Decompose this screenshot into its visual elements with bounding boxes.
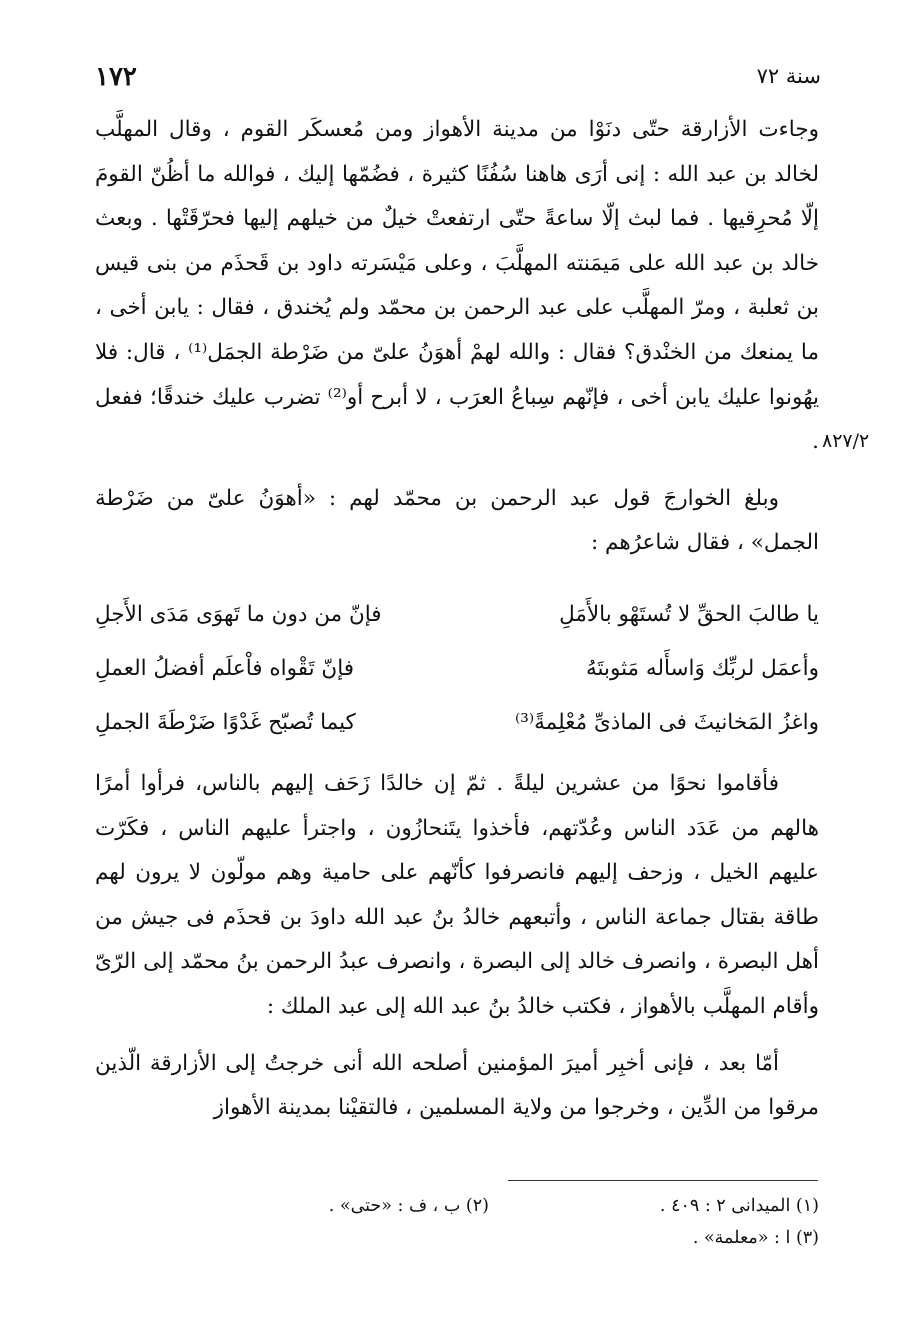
poem-second-hemistich: فإنّ من دون ما تَهوَى مَدَى الأَجلِ [95, 602, 382, 627]
paragraph-2: وبلغ الخوارجَ قول عبد الرحمن بن محمّد لهم : «أهوَنُ علىّ من ضَرْطة الجمل» ، فقال شاعرُهم : [95, 485, 819, 556]
footnote-row [95, 1190, 819, 1222]
poem-verse [95, 602, 819, 656]
poem-second-hemistich: فإنّ تَقْواه فاْعلَم أفضلُ العملِ [95, 656, 355, 681]
poem [95, 602, 819, 764]
poem-verse [95, 710, 819, 764]
poem-first-hemistich: يا طالبَ الحقِّ لا تُستَهْو بالأَمَلِ [559, 602, 819, 627]
footnote-2: (٢) ب ، ف : «حتى» . [328, 1196, 489, 1216]
footnotes [95, 1190, 819, 1254]
footnote-divider [508, 1180, 818, 1181]
page-number: ١٧٢ [95, 62, 137, 92]
poem-first-hemistich: واغزُ المَخانيثَ فى الماذىِّ مُعْلِمةً⁽³⁾ [514, 710, 819, 735]
footnote-row [95, 1222, 819, 1254]
poem-first-hemistich: وأعمَل لربِّك وَاسأَله مَثوبتَهُ [585, 656, 819, 681]
paragraph-4: أمّا بعد ، فإنى أخبِر أميرَ المؤمنين أصلحه الله أنى خرجتُ إلى الأزارقة الّذين مرقوا من الدِّين ، وخرجوا من ولاية المسلمين ، فالتقيْنا بمدينة الأهواز [95, 1050, 819, 1121]
paragraph-1: وجاءت الأزارقة حتّى دنَوْا من مدينة الأهواز ومن مُعسكَر القوم ، وقال المهلَّب لخالد بن عبد الله : إنى أرَى هاهنا سُفُنًا كثيرة ، فضُمّها إليك ، فوالله ما أظُنّ القومَ إلّا مُحرِقيها . فما لبث إلّا ساعةً حتّى ارتفعتْ خيلٌ من خيلهم إليها فحرّقَتْها . وبعث خالد بن عبد الله على مَيمَنته المهلَّبَ ، وعلى مَيْسَرته داود بن قَحذَم من بنى قيس بن ثعلبة ، ومرّ المهلَّب على عبد الرحمن بن محمّد ولم يُخندق ، فقال : يابن أخى ، ما يمنعك من الخنْدق؟ فقال : والله لهمْ أهوَنُ علىّ من ضَرْطة الجمَل⁽¹⁾ ، قال: فلا يهُونوا عليك يابن أخى ، فإنّهم سِباعُ العرَب ، لا أبرح أو⁽²⁾ تضرب عليك خندقًا؛ ففعل . [95, 117, 819, 455]
footnote-1: (١) الميدانى ٢ : ٤٠٩ . [659, 1196, 819, 1216]
poem-verse [95, 656, 819, 710]
poem-second-hemistich: كيما تُصبّح غَدْوًا ضَرْطَةَ الجملِ [95, 710, 356, 735]
main-text-continued [95, 762, 819, 1131]
main-text [95, 108, 819, 566]
margin-reference: ٨٢٧/٢ [822, 430, 870, 452]
page-header [0, 58, 916, 98]
footnote-3: (٣) ا : «معلمة» . [692, 1228, 819, 1248]
paragraph-3: فأقاموا نحوًا من عشرين ليلةً . ثمّ إن خالدًا زَحَف إليهم بالناس، فرأوا أمرًا هالهم من عَدَد الناس وعُدّتهم، فأخذوا يتَنحازُون ، واجترأ عليهم الناس ، فكَرّت عليهم الخيل ، وزحف إليهم فانصرفوا كأنّهم على حامية وهم مولّون لا يرون لهم طاقة بقتال جماعة الناس ، وأتبعهم خالدُ بنُ عبد الله داودَ بن قحذَم فى جيش من أهل البصرة ، وانصرف خالد إلى البصرة ، وانصرف عبدُ الرحمن بنُ محمّد إلى الرّىّ وأقام المهلَّب بالأهواز ، فكتب خالدُ بنُ عبد الله إلى عبد الملك : [95, 771, 819, 1019]
running-head: سنة ٧٢ [756, 64, 821, 88]
